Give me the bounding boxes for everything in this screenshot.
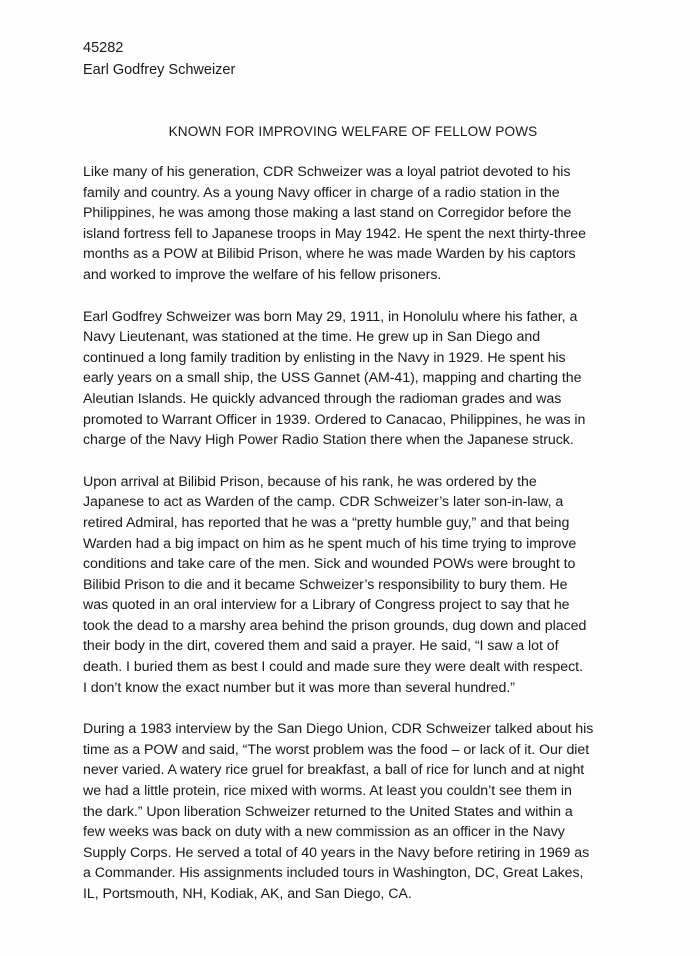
text-line: early years on a small ship, the USS Gannet (AM-41), mapping and charting the	[83, 370, 582, 387]
text-line: Warden had a big impact on him as he spent much of his time trying to improve	[83, 535, 577, 552]
text-line: Philippines, he was among those making a last stand on Corregidor before the	[83, 205, 572, 222]
text-line: Upon arrival at Bilibid Prison, because of his rank, he was ordered by the	[83, 473, 537, 490]
text-line: a Commander. His assignments included tours in Washington, DC, Great Lakes,	[83, 865, 584, 882]
text-line: death. I buried them as best I could and made sure they were dealt with respect.	[83, 659, 583, 676]
text-line: Earl Godfrey Schweizer was born May 29, 1911, in Honolulu where his father, a	[83, 308, 578, 325]
text-line: the dark.” Upon liberation Schweizer returned to the United States and within a	[83, 803, 573, 820]
text-line: Japanese to act as Warden of the camp. CDR Schweizer’s later son-in-law, a	[83, 494, 564, 511]
document-body	[83, 162, 635, 926]
text-line: took the dead to a marshy area behind the prison grounds, dug down and placed	[83, 617, 587, 634]
text-line: continued a long family tradition by enlisting in the Navy in 1929. He spent his	[83, 349, 566, 366]
text-line: promoted to Warrant Officer in 1939. Ordered to Canacao, Philippines, he was in	[83, 411, 586, 428]
text-line: island fortress fell to Japanese troops in May 1942. He spent the next thirty-three	[83, 225, 586, 242]
text-line: their body in the dirt, covered them and said a prayer. He said, “I saw a lot of	[83, 638, 559, 655]
text-line: months as a POW at Bilibid Prison, where he was made Warden by his captors	[83, 246, 576, 263]
paragraph	[83, 307, 635, 451]
text-line: was quoted in an oral interview for a Library of Congress project to say that he	[83, 597, 570, 614]
text-line: Supply Corps. He served a total of 40 years in the Navy before retiring in 1969 as	[83, 844, 590, 861]
text-line: we had a little protein, rice mixed with worms. At least you couldn’t see them in	[83, 783, 572, 800]
text-line: Navy Lieutenant, was stationed at the time. He grew up in San Diego and	[83, 329, 541, 346]
text-line: family and country. As a young Navy officer in charge of a radio station in the	[83, 184, 560, 201]
text-line: conditions and take care of the men. Sick and wounded POWs were brought to	[83, 556, 576, 573]
document-id: 45282	[83, 40, 124, 56]
text-line: Bilibid Prison to die and it became Schweizer’s responsibility to bury them. He	[83, 576, 568, 593]
text-line: never varied. A watery rice gruel for breakfast, a ball of rice for lunch and at night	[83, 762, 585, 779]
text-line: few weeks was back on duty with a new commission as an officer in the Navy	[83, 824, 565, 841]
text-line: Like many of his generation, CDR Schweizer was a loyal patriot devoted to his	[83, 164, 571, 180]
text-line: I don’t know the exact number but it was more than several hundred.”	[83, 679, 515, 696]
document-title: KNOWN FOR IMPROVING WELFARE OF FELLOW POWS	[168, 124, 538, 139]
text-line: retired Admiral, has reported that he was a “pretty humble guy,” and that being	[83, 514, 570, 531]
text-line: During a 1983 interview by the San Diego Union, CDR Schweizer talked about his	[83, 721, 594, 738]
text-line: Aleutian Islands. He quickly advanced through the radioman grades and was	[83, 390, 562, 407]
text-line: and worked to improve the welfare of his fellow prisoners.	[83, 266, 442, 283]
text-line: IL, Portsmouth, NH, Kodiak, AK, and San Diego, CA.	[83, 886, 412, 902]
paragraph	[83, 162, 635, 286]
text-line: time as a POW and said, “The worst problem was the food – or lack of it. Our diet	[83, 741, 590, 758]
paragraph	[83, 472, 635, 699]
paragraph	[83, 719, 635, 904]
document-subject-name: Earl Godfrey Schweizer	[83, 62, 236, 78]
text-line: charge of the Navy High Power Radio Station there when the Japanese struck.	[83, 432, 574, 449]
